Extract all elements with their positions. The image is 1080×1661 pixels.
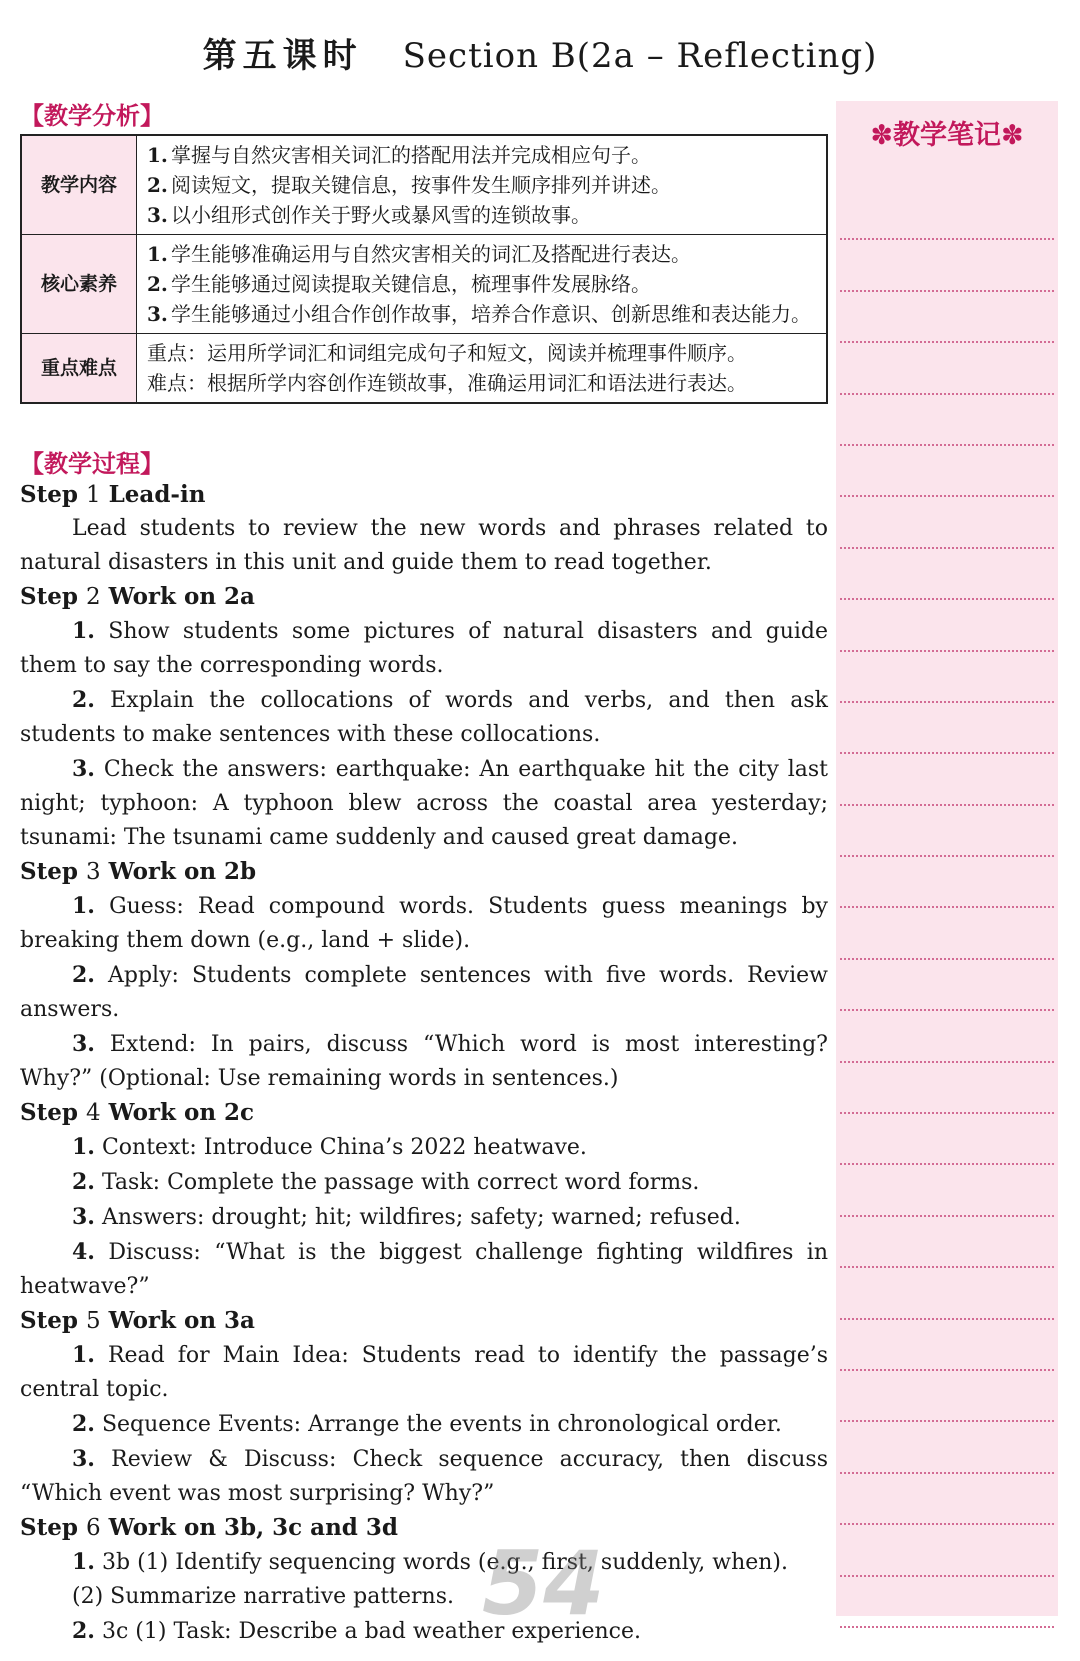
notes-title: ✽教学笔记✽ [870,120,1024,151]
note-line [840,343,1054,394]
note-line [840,600,1054,651]
step-paragraph [20,958,828,1027]
paragraph-text: Lead students to review the new words and phrases related to natural disasters in this unit and guide them to read together. [20,516,828,575]
step-number: 5 [85,1308,101,1334]
step-paragraph [20,1545,828,1580]
paragraph-text: Complete the passage with correct word forms. [167,1170,700,1195]
paragraph-text: Students read to identify the passage’s central topic. [20,1343,828,1402]
step-paragraph [20,1442,828,1511]
difficult-point: 难点：根据所学内容创作连锁故事，准确运用词汇和语法进行表达。 [147,371,747,395]
paragraph-number: 2. [72,1169,95,1195]
paragraph-label: Apply: [108,963,179,988]
page-number: 54 [482,1532,605,1635]
step-paragraph [20,512,828,580]
note-lines [836,189,1058,1628]
paragraph-text: (1) Task: Describe a bad weather experience. [135,1619,641,1644]
paragraph-number: 3. [72,1204,95,1230]
note-line [840,446,1054,497]
list-item [147,269,816,299]
item-text: 学生能够通过阅读提取关键信息，梳理事件发展脉络。 [171,272,651,296]
item-text: 以小组形式创作关于野火或暴风雪的连锁故事。 [171,203,591,227]
paragraph-number: 2. [72,687,95,713]
paragraph-label: Answers: [101,1205,205,1230]
note-line [840,240,1054,291]
row-label: 重点难点 [21,334,137,404]
step-paragraph [20,1130,828,1165]
note-line [840,1577,1054,1628]
paragraph-label: Sequence Events: [101,1412,302,1437]
step-paragraph [20,1027,828,1096]
paragraph-number: 1. [72,1549,95,1575]
analysis-row [21,235,827,334]
paragraph-number: 3. [72,1446,95,1472]
step-number: 3 [85,859,101,885]
note-line [840,652,1054,703]
paragraph-number: 3. [72,1031,95,1057]
process-heading: 【教学过程】 [20,450,164,478]
step-paragraph [20,1580,828,1614]
paragraph-text: “What is the biggest challenge fighting wildfires in heatwave?” [20,1240,828,1299]
step-word: Step [20,1514,78,1541]
list-item [147,140,816,170]
step-heading [20,478,828,512]
step-name: Work on 3a [108,1307,255,1334]
note-line [840,1320,1054,1371]
paragraph-text: Students complete sentences with five words. Review answers. [20,963,828,1022]
step-name: Work on 3b, 3c and 3d [108,1514,398,1541]
step-word: Step [20,1307,78,1334]
paragraph-number: 3. [72,756,95,782]
note-line [840,806,1054,857]
row-body [137,235,828,334]
row-body [137,135,828,235]
paragraph-text: In pairs, discuss “Which word is most interesting? Why?” (Optional: Use remaining words in sentences.) [20,1032,828,1091]
row-label: 核心素养 [21,235,137,334]
item-number: 3. [147,203,168,227]
paragraph-number: 1. [72,1134,95,1160]
step-paragraph [20,1614,828,1649]
note-line [840,1217,1054,1268]
row-body [137,334,828,404]
paragraph-label: Read for Main Idea: [107,1343,349,1368]
paragraph-text: Check the answers: earthquake: An earthquake hit the city last night; typhoon: A typhoon blew across the coastal area yesterday; tsunami: The tsunami came suddenly and caused great damage. [20,757,828,850]
note-line [840,1063,1054,1114]
item-number: 2. [147,173,168,197]
item-number: 3. [147,302,168,326]
step-number: 1 [85,482,101,508]
analysis-table [20,134,828,404]
paragraph-label: Review & Discuss: [111,1447,337,1472]
list-item [147,200,816,230]
note-line [840,857,1054,908]
step-heading [20,1511,828,1545]
paragraph-text: Show students some pictures of natural disasters and guide them to say the corresponding words. [20,619,829,678]
paragraph-label: 3c [101,1619,129,1644]
lesson-title-en: Section B(2a – Reflecting) [402,36,878,76]
step-word: Step [20,858,78,885]
step-paragraph [20,683,828,752]
analysis-heading: 【教学分析】 [20,102,164,130]
step-heading [20,580,828,614]
note-line [840,1011,1054,1062]
step-heading [20,1304,828,1338]
step-heading [20,855,828,889]
note-line [840,703,1054,754]
note-line [840,754,1054,805]
step-word: Step [20,1099,78,1126]
notes-sidebar [836,101,1058,1616]
step-paragraph [20,1338,828,1407]
step-word: Step [20,481,78,508]
key-point: 重点：运用所学词汇和词组完成句子和短文，阅读并梳理事件顺序。 [147,341,747,365]
paragraph-text: (1) Identify sequencing words (e.g., first, suddenly, when). [137,1550,789,1575]
note-line [840,1165,1054,1216]
paragraph-number: 2. [72,1618,95,1644]
paragraph-label: Discuss: [108,1240,201,1265]
note-line [840,1525,1054,1576]
note-line [840,1371,1054,1422]
note-line [840,1422,1054,1473]
note-line [840,189,1054,240]
step-name: Work on 2b [108,858,257,885]
paragraph-number: 2. [72,1411,95,1437]
analysis-row [21,135,827,235]
note-line [840,908,1054,959]
step-name: Work on 2c [108,1099,255,1126]
step-paragraph [20,889,828,958]
item-text: 阅读短文，提取关键信息，按事件发生顺序排列并讲述。 [171,173,671,197]
item-text: 掌握与自然灾害相关词汇的搭配用法并完成相应句子。 [171,143,651,167]
paragraph-number: 2. [72,962,95,988]
paragraph-number: 1. [72,893,95,919]
step-heading [20,1096,828,1130]
paragraph-label: Guess: [109,894,184,919]
paragraph-label: 3b [101,1550,131,1575]
step-paragraph [20,614,828,683]
note-line [840,395,1054,446]
paragraph-text: Arrange the events in chronological order. [308,1412,782,1437]
item-text: 学生能够通过小组合作创作故事，培养合作意识、创新思维和表达能力。 [171,302,811,326]
paragraph-number: 4. [72,1239,95,1265]
paragraph-text: Introduce China’s 2022 heatwave. [203,1135,587,1160]
step-number: 6 [85,1515,101,1541]
step-paragraph [20,1407,828,1442]
paragraph-label: Task: [101,1170,161,1195]
paragraph-text: Check sequence accuracy, then discuss “Which event was most surprising? Why?” [20,1447,829,1506]
paragraph-text: Read compound words. Students guess meanings by breaking them down (e.g., land + slide). [20,894,828,953]
paragraph-text: drought; hit; wildfires; safety; warned; refused. [211,1205,741,1230]
row-label: 教学内容 [21,135,137,235]
note-line [840,1268,1054,1319]
item-text: 学生能够准确运用与自然灾害相关的词汇及搭配进行表达。 [171,242,691,266]
item-number: 2. [147,272,168,296]
step-number: 2 [85,584,101,610]
step-number: 4 [85,1100,101,1126]
note-line [840,549,1054,600]
step-name: Work on 2a [108,583,255,610]
note-line [840,1114,1054,1165]
note-line [840,292,1054,343]
paragraph-text: Explain the collocations of words and verbs, and then ask students to make sentences with these collocations. [20,688,828,747]
step-name: Lead-in [108,481,206,508]
lesson-title-cn: 第五课时 [202,36,363,76]
list-item [147,170,816,200]
step-paragraph [20,1235,828,1304]
page-title [0,28,1080,77]
step-word: Step [20,583,78,610]
note-line [840,1474,1054,1525]
item-number: 1. [147,143,168,167]
item-number: 1. [147,242,168,266]
paragraph-text: (2) Summarize narrative patterns. [72,1584,455,1609]
step-paragraph [20,752,828,855]
step-paragraph [20,1200,828,1235]
paragraph-number: 1. [72,1342,95,1368]
list-item [147,239,816,269]
paragraph-number: 1. [72,618,95,644]
paragraph-label: Extend: [109,1032,196,1057]
analysis-row [21,334,827,404]
list-item [147,299,816,329]
teaching-process [20,478,828,1649]
note-line [840,497,1054,548]
step-paragraph [20,1165,828,1200]
note-line [840,960,1054,1011]
paragraph-label: Context: [101,1135,197,1160]
